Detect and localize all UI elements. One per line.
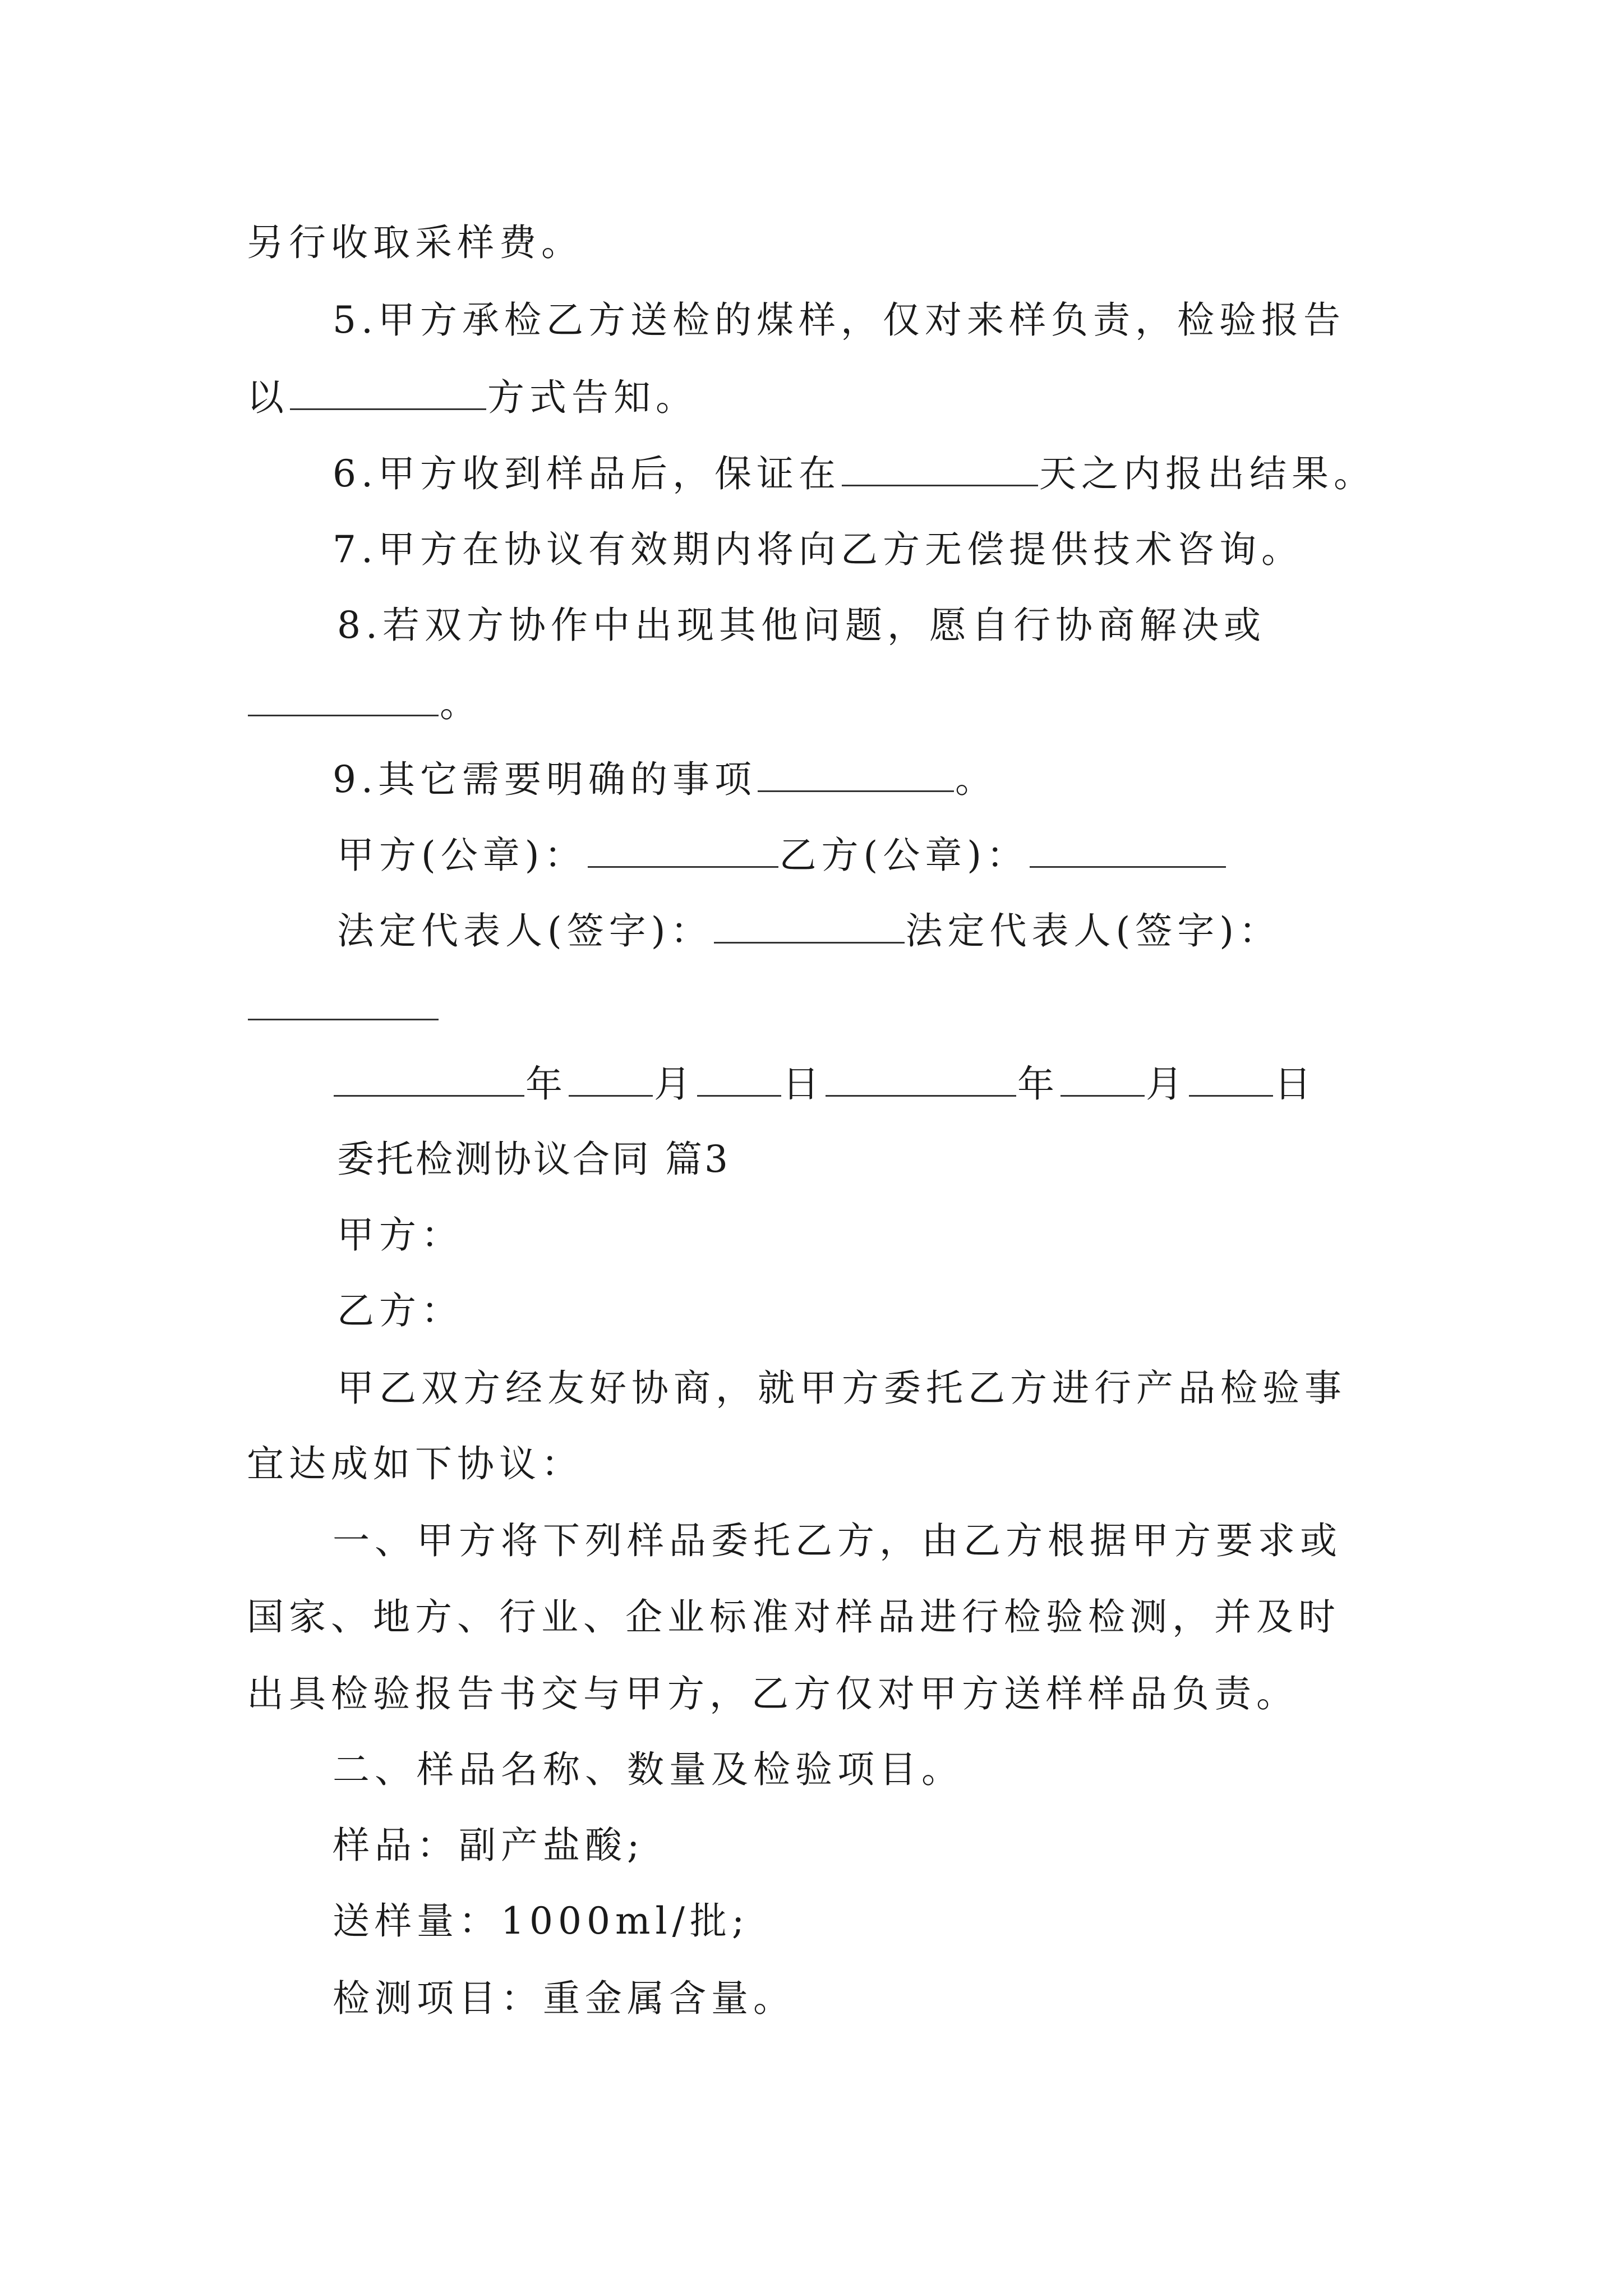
fill-blank[interactable]	[334, 1061, 524, 1097]
text-line: 以 方式告知。	[247, 376, 698, 419]
fill-blank[interactable]	[842, 451, 1038, 486]
text-line: 5.甲方承检乙方送检的煤样，仅对来样负责，检验报告	[333, 298, 1345, 342]
text-line: 8.若双方协作中出现其他问题，愿自行协商解决或	[337, 604, 1266, 647]
date-line: 年 月 日 年 月 日	[333, 1059, 1316, 1110]
fill-blank[interactable]	[714, 908, 905, 944]
fill-blank[interactable]	[290, 375, 486, 410]
text-line: 甲乙双方经友好协商，就甲方委托乙方进行产品检验事	[337, 1366, 1347, 1410]
text-line: 一、甲方将下列样品委托乙方，由乙方根据甲方要求或	[333, 1519, 1342, 1562]
text-line: 宜达成如下协议：	[247, 1442, 583, 1485]
fill-blank[interactable]	[1189, 1061, 1273, 1097]
fill-blank[interactable]	[569, 1061, 653, 1097]
text-line: 6.甲方收到样品后，保证在 天之内报出结果。	[333, 452, 1376, 495]
fill-blank[interactable]	[248, 681, 439, 716]
text-line: 国家、地方、行业、企业标准对样品进行检验检测，并及时	[247, 1595, 1340, 1639]
text-line: 法定代表人(签字)： 法定代表人(签字)：	[337, 909, 1281, 953]
fill-blank[interactable]	[1030, 832, 1226, 868]
text-line: 甲方：	[337, 1213, 463, 1257]
fill-blank[interactable]	[588, 832, 778, 868]
text-line	[247, 983, 440, 1033]
text-line: 出具检验报告书交与甲方，乙方仅对甲方送样样品负责。	[247, 1672, 1298, 1715]
text-line: 送样量：1000ml/批;	[333, 1899, 750, 1943]
fill-blank[interactable]	[826, 1061, 1016, 1097]
text-line: 另行收取采样费。	[247, 221, 583, 264]
text-line: 样品：副产盐酸;	[333, 1824, 645, 1867]
text-line: 二、样品名称、数量及检验项目。	[333, 1748, 963, 1791]
text-line: 7.甲方在协议有效期内将向乙方无偿提供技术咨询。	[333, 528, 1303, 571]
fill-blank[interactable]	[1061, 1061, 1145, 1097]
fill-blank[interactable]	[248, 985, 439, 1020]
text-line: 。	[247, 679, 482, 729]
text-line: 检测项目：重金属含量。	[333, 1977, 795, 2020]
text-line: 乙方：	[337, 1289, 463, 1332]
fill-blank[interactable]	[758, 757, 954, 792]
fill-blank[interactable]	[697, 1061, 781, 1097]
text-line: 甲方(公章)： 乙方(公章)：	[337, 830, 1227, 881]
text-line: 9.其它需要明确的事项 。	[333, 758, 997, 801]
section-title: 委托检测协议合同 篇3	[337, 1138, 730, 1181]
